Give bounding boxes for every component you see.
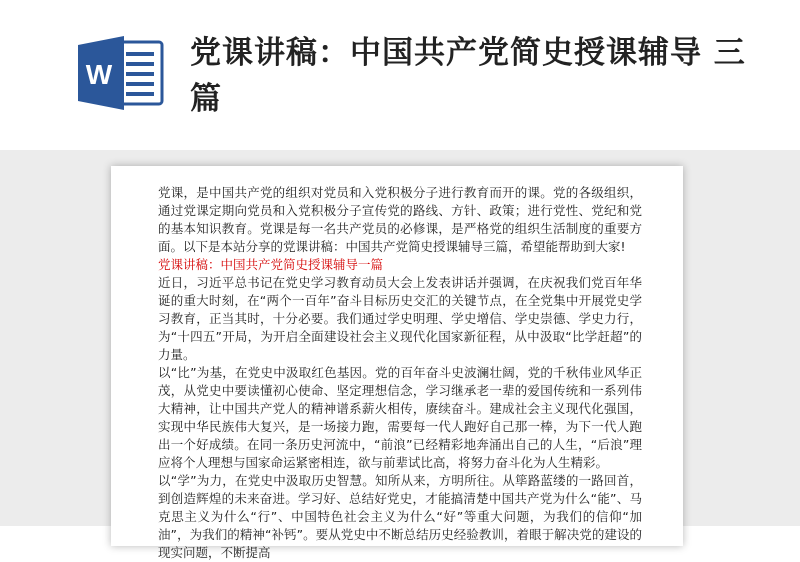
document-body xyxy=(158,184,642,562)
header xyxy=(0,0,800,150)
body-paragraph: 以“学”为力，在党史中汲取历史智慧。知所从来，方明所往。从筚路蓝缕的一路回首，到创造辉煌的未来奋进。学习好、总结好党史，才能搞清楚中国共产党为什么“能”、马克思主义为什么“行”、中国特色社会主义为什么“好”等重大问题，为我们的信仰“加油”，为我们的精神“补钙”。要从党史中不断总结历史经验教训，着眼于解决党的建设的现实问题，不断提高 xyxy=(158,473,642,560)
section-heading: 党课讲稿：中国共产党简史授课辅导一篇 xyxy=(158,257,384,272)
body-paragraph: 以“比”为基，在党史中汲取红色基因。党的百年奋斗史波澜壮阔，党的千秋伟业风华正茂，从党史中要读懂初心使命、坚定理想信念，学习继承老一辈的爱国传统和一系列伟大精神，让中国共产党人的精神谱系薪火相传，赓续奋斗。建成社会主义现代化强国，实现中华民族伟大复兴，是一场接力跑，需要每一代人跑好自己那一棒，为下一代人跑出一个好成绩。在同一条历史河流中，“前浪”已经精彩地奔涌出自己的人生，“后浪”理应将个人理想与国家命运紧密相连，欲与前辈试比高，将努力奋斗化为人生精彩。 xyxy=(158,365,642,470)
page-title: 党课讲稿：中国共产党简史授课辅导 三篇 xyxy=(190,35,746,117)
intro-paragraph: 党课，是中国共产党的组织对党员和入党积极分子进行教育而开的课。党的各级组织，通过党课定期向党员和入党积极分子宣传党的路线、方针、政策；进行党性、党纪和党的基本知识教育。党课是每一名共产党员的必修课，是严格党的组织生活制度的重要方面。以下是本站分享的党课讲稿：中国共产党简史授课辅导三篇，希望能帮助到大家! xyxy=(158,185,642,254)
word-icon-letter: W xyxy=(85,59,113,90)
word-doc-icon xyxy=(78,36,164,110)
body-paragraph: 近日，习近平总书记在党史学习教育动员大会上发表讲话并强调，在庆祝我们党百年华诞的重大时刻，在“两个一百年”奋斗目标历史交汇的关键节点，在全党集中开展党史学习教育，正当其时，十分必要。我们通过学史明理、学史增信、学史崇德、学史力行，为“十四五”开局，为开启全面建设社会主义现代化国家新征程，从中汲取“比学赶超”的力量。 xyxy=(158,275,642,362)
